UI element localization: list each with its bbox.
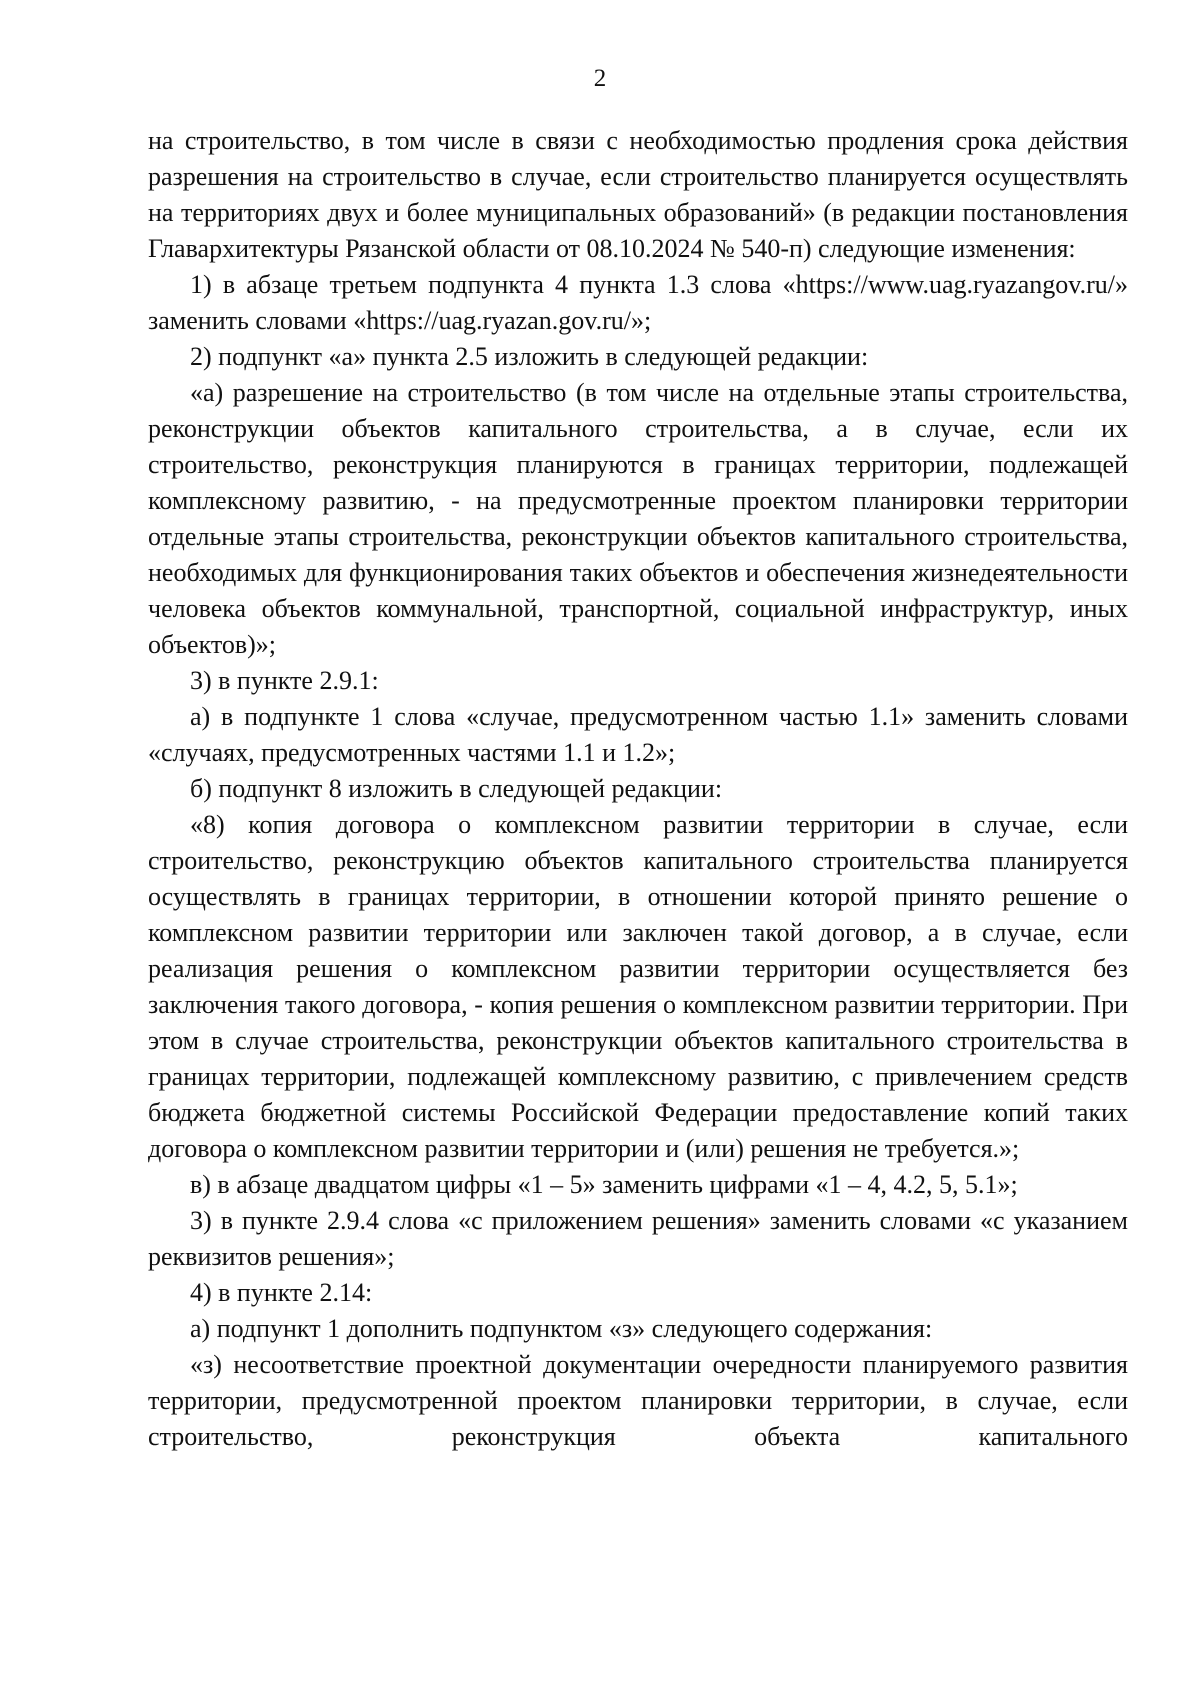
page-number: 2: [593, 65, 607, 92]
paragraph: 3) в пункте 2.9.1:: [190, 666, 379, 695]
paragraph: на строительство, в том числе в связи с необходимостью продления срока действия разрешения на строительство в случае, если строительство планируется осуществлять на территориях двух и более муниципальных образований» (в редакции постановления Главархитектуры Рязанской области от 08.10.2024 № 540-п) следующие изменения:: [148, 126, 1128, 263]
paragraph: а) в подпункте 1 слова «случае, предусмотренном частью 1.1» заменить словами «случаях, предусмотренных частями 1.1 и 1.2»;: [148, 702, 1128, 767]
paragraph: в) в абзаце двадцатом цифры «1 – 5» заменить цифрами «1 – 4, 4.2, 5, 5.1»;: [190, 1170, 1018, 1199]
paragraph: 4) в пункте 2.14:: [190, 1278, 373, 1307]
paragraph: а) подпункт 1 дополнить подпунктом «з» следующего содержания:: [190, 1314, 933, 1343]
paragraph: 3) в пункте 2.9.4 слова «с приложением решения» заменить словами «с указанием реквизитов решения»;: [148, 1206, 1128, 1271]
paragraph: «8) копия договора о комплексном развитии территории в случае, если строительство, реконструкцию объектов капитального строительства планируется осуществлять в границах территории, в отношении которой принято решение о комплексном развитии территории или заключен такой договор, а в случае, если реализация решения о комплексном развитии территории осуществляется без заключения такого договора, - копия решения о комплексном развитии территории. При этом в случае строительства, реконструкции объектов капитального строительства в границах территории, подлежащей комплексному развитию, с привлечением средств бюджета бюджетной системы Российской Федерации предоставление копий таких договора о комплексном развитии территории и (или) решения не требуется.»;: [148, 810, 1128, 1163]
paragraph: «з) несоответствие проектной документации очередности планируемого развития территории, предусмотренной проектом планировки территории, в случае, если строительство, реконструкция объекта капитального: [148, 1350, 1128, 1451]
document-body: [148, 123, 1128, 1455]
paragraph: «а) разрешение на строительство (в том числе на отдельные этапы строительства, реконструкции объектов капитального строительства, а в случае, если их строительство, реконструкция планируются в границах территории, подлежащей комплексному развитию, - на предусмотренные проектом планировки территории отдельные этапы строительства, реконструкции объектов капитального строительства, необходимых для функционирования таких объектов и обеспечения жизнедеятельности человека объектов коммунальной, транспортной, социальной инфраструктур, иных объектов)»;: [148, 378, 1128, 659]
paragraph: 2) подпункт «а» пункта 2.5 изложить в следующей редакции:: [190, 342, 869, 371]
paragraph: 1) в абзаце третьем подпункта 4 пункта 1.3 слова «https://www.uag.ryazangov.ru/» заменить словами «https://uag.ryazan.gov.ru/»;: [148, 270, 1128, 335]
paragraph: б) подпункт 8 изложить в следующей редакции:: [190, 774, 723, 803]
